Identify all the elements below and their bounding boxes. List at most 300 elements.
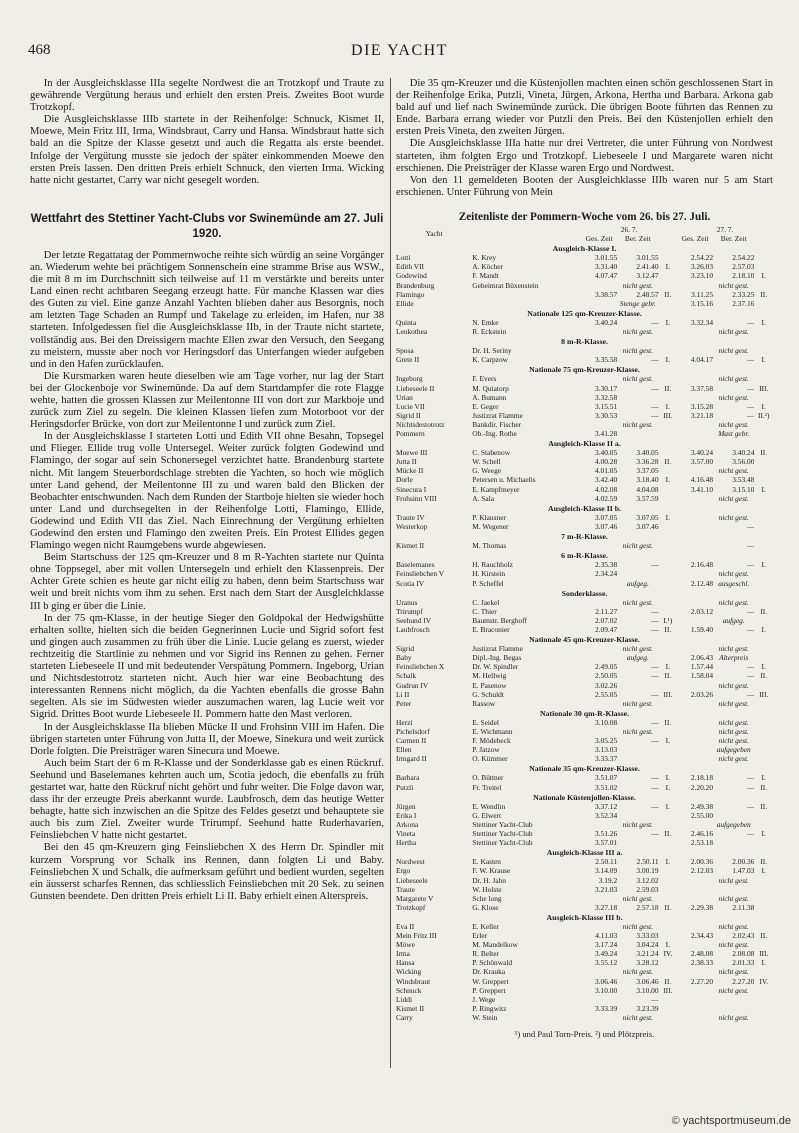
- day1-place: [659, 448, 678, 457]
- owner-name: A. Köcher: [472, 262, 504, 272]
- day2-place: [754, 346, 773, 355]
- table-row: [396, 271, 773, 280]
- owner-name: E. Geger: [472, 401, 499, 411]
- class-header-row: [396, 588, 773, 598]
- yacht-column-header: Yacht: [425, 229, 443, 239]
- table-row: [396, 402, 773, 411]
- table-row: [396, 885, 773, 894]
- owner-name: C. Jaekel: [472, 597, 500, 607]
- day1-ber-zeit: 3.37.05: [636, 466, 659, 476]
- owner-name: R. Belter: [472, 949, 499, 959]
- day1-place: [659, 466, 678, 475]
- day2-ber-zeit: 3.56.00: [732, 457, 755, 467]
- table-row: [396, 894, 773, 903]
- owner-name: Dr. H. Seriny: [472, 346, 512, 356]
- class-title: Nationale 35 qm-Kreuzer-Klasse.: [529, 764, 640, 774]
- table-row: [396, 922, 773, 931]
- day2-ber-zeit: 3.40.24: [732, 448, 755, 458]
- day1-place: II.: [664, 976, 672, 986]
- day1-ber-zeit: Stenge gebr.: [619, 298, 656, 308]
- day1-place: [659, 967, 678, 976]
- day2-ber-zeit: nicht gest.: [718, 698, 749, 708]
- day1-ges-zeit: [581, 967, 617, 976]
- owner-name: E. Keller: [472, 921, 499, 931]
- results-table: [396, 225, 773, 1022]
- table-row: [396, 967, 773, 976]
- day2-place: [754, 420, 773, 429]
- day2-ges-zeit: 3.32.34: [690, 317, 714, 327]
- table-row: [396, 671, 773, 680]
- day2-place: [754, 513, 773, 522]
- day1-place: I.: [665, 355, 670, 365]
- paragraph: Von den 11 gemeldeten Booten der Ausgleichklasse IIIb waren nur 5 am Start erschienen. Unter Führung von Mein: [396, 174, 773, 198]
- day2-place: [754, 616, 773, 625]
- owner-name: R. Eckstein: [472, 326, 507, 336]
- class-title: Ausgleich-Klasse II b.: [548, 503, 621, 513]
- day1-ges-zeit: 3.38.57: [595, 289, 618, 299]
- day2-place: [754, 727, 773, 736]
- ges-zeit-header: Ges. Zeit: [681, 234, 709, 244]
- day2-place: [754, 820, 773, 829]
- day2-ber-zeit: —: [747, 829, 755, 839]
- yacht-name: Hertha: [396, 838, 417, 848]
- table-footnote: ¹) und Paul Torn-Preis. ²) und Plötzpreis.: [514, 1029, 655, 1039]
- day2-place: [754, 522, 773, 531]
- day2-place: [754, 1004, 773, 1013]
- owner-name: G. Klose: [472, 902, 499, 912]
- day2-ges-zeit: [677, 522, 713, 531]
- day1-ges-zeit: 3.51.02: [595, 782, 618, 792]
- yacht-name: Pichelsdorf: [396, 727, 430, 736]
- class-title: Ausgleich-Klasse II a.: [548, 439, 621, 449]
- day2-ges-zeit: [677, 513, 713, 522]
- owner-name: W. Greppert: [472, 976, 509, 986]
- day2-ges-zeit: [677, 940, 713, 949]
- day2-place: [754, 885, 773, 894]
- class-header-row: [396, 308, 773, 318]
- day1-ges-zeit: 4.11.03: [595, 931, 618, 941]
- table-row: [396, 718, 773, 727]
- day2-ber-zeit: 3.15.10: [732, 484, 755, 494]
- day2-ges-zeit: [677, 644, 713, 653]
- owner-name: Dr. H. Jahn: [472, 875, 506, 885]
- day2-ges-zeit: 3.15.16: [690, 298, 714, 308]
- table-row: [396, 466, 773, 475]
- class-title: Ausgleich-Klasse III b.: [546, 912, 623, 922]
- day2-place: [754, 429, 773, 438]
- day1-ber-zeit: 3.07.46: [636, 521, 659, 531]
- day1-ges-zeit: 3.51.26: [595, 829, 618, 839]
- day2-place: I.: [761, 773, 766, 783]
- table-row: [396, 995, 773, 1004]
- owner-name: N. Emke: [472, 317, 499, 327]
- day1-ber-zeit: nicht gest.: [622, 967, 654, 977]
- table-row: [396, 653, 773, 662]
- day1-place: I.: [665, 475, 670, 485]
- day2-ges-zeit: [677, 429, 713, 438]
- day2-place: II.: [760, 448, 768, 458]
- day1-place: [659, 885, 678, 894]
- paragraph: Die 35 qm-Kreuzer und die Küstenjollen machten einen schön geschlossenen Start in der Reihenfolge Erika, Putzli, Vineta, Jürgen, Arkona, Hertha und Barbara. Arkona gab bald auf und lief nach Swinemünde zurück. Die übrigen Boote führten das Rennen zu Ende. Barbara errang wieder vor Putzli den Preis. Bei den Küstenjollen erhielt den ersten Preis Vineta, den zweiten Jürgen.: [396, 78, 773, 138]
- day2-ber-zeit: 2.08.08: [732, 949, 755, 959]
- day2-ges-zeit: 2.18.18: [690, 773, 714, 783]
- table-row: [396, 475, 773, 484]
- day2-ber-zeit: 2.01.33: [732, 958, 755, 968]
- day2-place: I.: [761, 829, 766, 839]
- day2-place: II.: [760, 606, 768, 616]
- table-row: [396, 569, 773, 578]
- day2-ges-zeit: [677, 393, 713, 402]
- day1-ges-zeit: 2.55.05: [595, 689, 618, 699]
- yacht-name: Kismet II: [396, 1003, 425, 1013]
- ber-zeit-header: Ber. Zeit: [624, 234, 651, 244]
- day1-ber-zeit: 3.12.47: [636, 271, 659, 281]
- day1-place: II.: [664, 717, 672, 727]
- table-row: [396, 494, 773, 503]
- class-header-row: [396, 847, 773, 857]
- day1-place: [659, 995, 678, 1004]
- day1-ges-zeit: 2.49.05: [595, 662, 618, 672]
- day2-place: [754, 579, 773, 588]
- day1-ges-zeit: 3.01.55: [595, 253, 618, 263]
- day1-place: I.: [665, 512, 670, 522]
- table-row: [396, 327, 773, 336]
- owner-name: F. Mandt: [472, 271, 499, 281]
- table-row: [396, 290, 773, 299]
- right-paragraphs: [396, 78, 773, 199]
- owner-name: Fr. Treitel: [472, 782, 502, 792]
- day2-ber-zeit: —: [747, 689, 755, 699]
- day1-ber-zeit: 3.18.40: [636, 475, 659, 485]
- day2-place: [754, 299, 773, 308]
- day2-place: II.: [760, 782, 768, 792]
- day1-ber-zeit: 3.21.24: [636, 949, 659, 959]
- table-row: [396, 986, 773, 995]
- day1-ges-zeit: 3.21.03: [595, 884, 618, 894]
- day2-ber-zeit: 2.54.22: [732, 253, 755, 263]
- day1-ges-zeit: 3.07.05: [595, 512, 618, 522]
- day2-ges-zeit: 2.46.16: [690, 829, 714, 839]
- day2-ber-zeit: —: [747, 662, 755, 672]
- table-row: [396, 429, 773, 438]
- day1-ber-zeit: —: [651, 689, 659, 699]
- day2-ber-zeit: [713, 1004, 754, 1013]
- table-row: [396, 384, 773, 393]
- day1-ber-zeit: aufgeg.: [626, 578, 649, 588]
- day2-place: II.: [760, 857, 768, 867]
- day2-ber-zeit: 2.57.03: [732, 262, 755, 272]
- class-header-row: [396, 336, 773, 346]
- yacht-name: Leukothea: [396, 326, 428, 336]
- day1-ber-zeit: 3.36.28: [636, 457, 659, 467]
- day2-place: I.: [761, 317, 766, 327]
- day1-ber-zeit: nicht gest.: [622, 346, 654, 356]
- day1-place: [659, 485, 678, 494]
- table-row: [396, 773, 773, 782]
- ber-zeit-header: Ber. Zeit: [720, 234, 747, 244]
- table-row: [396, 262, 773, 271]
- day2-ges-zeit: 2.29.38: [690, 902, 714, 912]
- ges-zeit-header: Ges. Zeit: [585, 234, 613, 244]
- table-row: [396, 681, 773, 690]
- day1-ges-zeit: 3.19.2: [598, 875, 618, 885]
- day2-place: [754, 681, 773, 690]
- day1-ber-zeit: 2.50.11: [636, 857, 659, 867]
- day1-place: I.: [665, 857, 670, 867]
- owner-name: Dipl.-Ing. Begas: [472, 653, 522, 663]
- day2-ges-zeit: 2.16.48: [690, 560, 714, 570]
- day2-ges-zeit: [677, 727, 713, 736]
- day1-ber-zeit: 4.04.08: [636, 484, 659, 494]
- day2-ber-zeit: —: [747, 560, 755, 570]
- yacht-name: Grete II: [396, 355, 420, 365]
- day1-ber-zeit: 3.40.05: [636, 448, 659, 458]
- day1-ber-zeit: —: [651, 560, 659, 570]
- day1-ges-zeit: 3.06.46: [595, 976, 618, 986]
- day1-place: [659, 271, 678, 280]
- day2-place: [754, 653, 773, 662]
- day2-ges-zeit: 3.15.28: [690, 401, 714, 411]
- running-title: DIE YACHT: [351, 42, 448, 59]
- day1-ges-zeit: 2.09.47: [595, 624, 618, 634]
- yacht-name: Laubfrosch: [396, 624, 430, 634]
- day1-ges-zeit: 2.35.38: [595, 560, 618, 570]
- yacht-name: Möwe: [396, 940, 415, 950]
- day1-ber-zeit: nicht gest.: [622, 597, 654, 607]
- day2-place: [754, 699, 773, 708]
- day2-ber-zeit: nicht gest.: [718, 1012, 749, 1022]
- day1-ber-zeit: —: [651, 317, 659, 327]
- yacht-name: Eva II: [396, 921, 415, 931]
- day2-ges-zeit: [677, 494, 713, 503]
- owner-name: M. Wegener: [472, 521, 509, 531]
- paragraph: In der Ausgleichsklasse IIa blieben Mücke II und Frohsinn VIII im Hafen. Die übrigen starteten unter Führung von Jutta II, der Moewe, Sinekura und weit zurück Dorle folgten. Die Preisträger waren Sinecura und Moewe.: [30, 721, 384, 757]
- day1-place: [659, 253, 678, 262]
- owner-name: Baumstr. Berghoff: [472, 615, 528, 625]
- day2-ges-zeit: 3.23.10: [690, 271, 714, 281]
- day2-ber-zeit: —: [747, 606, 755, 616]
- owner-name: F. W. Krause: [472, 866, 511, 876]
- paragraph: Die Ausgleichsklasse IIIa hatte nur drei Vertreter, die unter Führung von Nordwest starteten, ihm folgten Ergo und Trotzkopf. Liebeseele I und Margarete waren nicht erschienen. Die Preisträger der Klasse waren Ergo und Nordwest.: [396, 138, 773, 174]
- day2-ges-zeit: 2.12.48: [690, 578, 714, 588]
- day2-ber-zeit: [713, 811, 754, 820]
- day1-place: [659, 894, 678, 903]
- owner-name: E. Kampfmeyer: [472, 484, 520, 494]
- day2-ber-zeit: 3.53.48: [732, 475, 755, 485]
- table-row: [396, 857, 773, 866]
- yacht-name: Sigrid II: [396, 410, 421, 420]
- day1-ges-zeit: 2.34.24: [595, 569, 618, 579]
- day2-place: [754, 644, 773, 653]
- day2-ber-zeit: [713, 838, 754, 847]
- day1-ges-zeit: 3.40.24: [595, 317, 618, 327]
- day2-place: [754, 754, 773, 763]
- day2-ges-zeit: [677, 967, 713, 976]
- day1-place: [659, 681, 678, 690]
- owner-name: M. Hellwig: [472, 671, 507, 681]
- day2-ber-zeit: nicht gest.: [718, 967, 749, 977]
- day1-place: [659, 560, 678, 569]
- day2-ges-zeit: [677, 569, 713, 578]
- owner-name: Erler: [472, 931, 488, 941]
- day1-ges-zeit: [581, 598, 617, 607]
- day2-ber-zeit: —: [747, 410, 755, 420]
- day2-ber-zeit: nicht gest.: [718, 466, 749, 476]
- yacht-name: Ergo: [396, 866, 411, 876]
- day1-ges-zeit: [581, 995, 617, 1004]
- day1-ber-zeit: —: [651, 773, 659, 783]
- day2-place: [754, 262, 773, 271]
- day2-ber-zeit: nicht gest.: [718, 644, 749, 654]
- day1-ber-zeit: [617, 745, 658, 754]
- yacht-name: Kismet II: [396, 541, 425, 551]
- yacht-name: Windsbraut: [396, 976, 431, 986]
- day2-ges-zeit: 2.00.36: [690, 857, 714, 867]
- owner-name: Rassow: [472, 698, 496, 708]
- day2-place: III.: [759, 949, 769, 959]
- table-row: [396, 754, 773, 763]
- day2-ges-zeit: 2.48.08: [690, 949, 714, 959]
- yacht-name: Sposa: [396, 346, 414, 356]
- table-row: [396, 485, 773, 494]
- day1-place: II.: [664, 383, 672, 393]
- day2-place: [754, 838, 773, 847]
- day1-ber-zeit: nicht gest.: [622, 644, 654, 654]
- day1-ges-zeit: 3.13.03: [595, 745, 618, 755]
- owner-name: E. Kasten: [472, 857, 501, 867]
- day2-place: [754, 457, 773, 466]
- day1-ber-zeit: —: [651, 383, 659, 393]
- day1-ber-zeit: 3.10.00: [636, 985, 659, 995]
- day1-ges-zeit: 3.57.01: [595, 838, 618, 848]
- owner-name: K. Carpzow: [472, 355, 508, 365]
- day2-place: [754, 894, 773, 903]
- day2-ber-zeit: nicht gest.: [718, 392, 749, 402]
- owner-name: G. Weege: [472, 466, 502, 476]
- table-row: [396, 420, 773, 429]
- day2-ber-zeit: 2.33.25: [732, 289, 755, 299]
- yacht-name: Seehund IV: [396, 615, 432, 625]
- day1-ber-zeit: nicht gest.: [622, 698, 654, 708]
- class-title: Ausgleich-Klasse III a.: [546, 848, 623, 858]
- paragraph: In der Ausgleichsklasse I starteten Lotti und Edith VII ohne Besahn, Topsegel und Flieger. Ellide trug volle Untersegel. Weiter zurück folgten Godewind und Flamingo, der sogar auf sein Schonersegel verzichtet hatte. Brandenburg startete nicht. Mit langem Steuerbordschlage strebten die Yachten, so hoch wie möglich unter Land gehend, der Meilentonne III zu und waren bald den Blicken der Beobachter entschwunden. Nach dem Runden der Startboje hielten sie wieder hoch unter Land und durchsegelten in der Reihenfolge Lotti, Flamingo, Ellide, Godewind und Edith VII das Ziel. Nach Einrechnung der Vergütung erhielten Godewind den ersten und Flamingo den zweiten Preis. Ein Protest Ellides gegen Flamingo wegen nicht Raumgebens wurde abgewiesen.: [30, 431, 384, 552]
- day1-place: [659, 1004, 678, 1013]
- day1-ber-zeit: nicht gest.: [622, 326, 654, 336]
- owner-name: Sche long: [472, 893, 502, 903]
- class-title: Sonderklasse.: [561, 588, 608, 598]
- table-row: [396, 811, 773, 820]
- day2-ber-zeit: nicht gest.: [718, 921, 749, 931]
- table-row: [396, 457, 773, 466]
- day2-ges-zeit: 1.59.40: [690, 624, 714, 634]
- day1-ges-zeit: [581, 922, 617, 931]
- table-row: [396, 318, 773, 327]
- table-row: [396, 866, 773, 875]
- yacht-name: Trirumpf: [396, 606, 423, 616]
- yacht-name: Mücke II: [396, 466, 424, 476]
- day1-ges-zeit: [581, 1013, 617, 1022]
- day2-ges-zeit: 3.57.00: [690, 457, 714, 467]
- day2-place: I.: [761, 662, 766, 672]
- day1-place: [659, 598, 678, 607]
- class-header-row: [396, 531, 773, 541]
- table-row: [396, 958, 773, 967]
- table-row: [396, 736, 773, 745]
- day1-place: I.: [665, 801, 670, 811]
- day2-ber-zeit: nicht gest.: [718, 717, 749, 727]
- table-row: [396, 513, 773, 522]
- table-row: [396, 448, 773, 457]
- day2-ber-zeit: nicht gest.: [718, 512, 749, 522]
- class-header-row: [396, 503, 773, 513]
- day2-ber-zeit: nicht gest.: [718, 326, 749, 336]
- day2-place: [754, 569, 773, 578]
- day2-ber-zeit: nicht gest.: [718, 985, 749, 995]
- table-row: [396, 607, 773, 616]
- day1-ber-zeit: [617, 429, 658, 438]
- owner-name: C. Thier: [472, 606, 497, 616]
- day2-ges-zeit: 2.34.43: [690, 931, 714, 941]
- yacht-name: Baselemanes: [396, 560, 435, 570]
- day1-place: [659, 754, 678, 763]
- day2-place: [754, 903, 773, 912]
- day1-place: I.: [665, 317, 670, 327]
- day2-place: [754, 327, 773, 336]
- table-row: [396, 281, 773, 290]
- day2-ber-zeit: nicht gest.: [718, 736, 749, 746]
- day2-ges-zeit: [677, 598, 713, 607]
- day2-ber-zeit: nicht gest.: [718, 754, 749, 764]
- day1-ges-zeit: 3.42.40: [595, 475, 618, 485]
- yacht-name: Nordwest: [396, 857, 425, 867]
- day2-ges-zeit: [677, 681, 713, 690]
- owner-name: W. Holste: [472, 884, 502, 894]
- day2-place: [754, 393, 773, 402]
- day2-place: [754, 811, 773, 820]
- intro-paragraphs: [30, 78, 384, 187]
- day1-ges-zeit: 3.40.05: [595, 448, 618, 458]
- yacht-name: Ellen: [396, 745, 412, 755]
- day1-place: [659, 653, 678, 662]
- day1-place: [659, 494, 678, 503]
- day2-place: [754, 745, 773, 754]
- day1-ber-zeit: 2.57.18: [636, 902, 659, 912]
- watermark: © yachtsportmuseum.de: [671, 1115, 791, 1127]
- column-divider: [390, 78, 391, 1068]
- day1-ber-zeit: 3.07.05: [636, 512, 659, 522]
- day1-ges-zeit: [581, 420, 617, 429]
- day1-ber-zeit: nicht gest.: [622, 419, 654, 429]
- day1-ges-zeit: [581, 727, 617, 736]
- page-number: 468: [28, 42, 51, 58]
- day1-header: 26. 7.: [620, 224, 638, 234]
- day2-place: [754, 281, 773, 290]
- day1-ges-zeit: 3.33.39: [595, 1003, 618, 1013]
- day2-ber-zeit: Mast gebr.: [718, 429, 750, 438]
- day2-ges-zeit: [677, 745, 713, 754]
- day2-ges-zeit: [677, 616, 713, 625]
- day1-place: [659, 1013, 678, 1022]
- day2-place: [754, 541, 773, 550]
- day2-ges-zeit: 2.06.43: [690, 653, 714, 663]
- day2-ges-zeit: [677, 327, 713, 336]
- yacht-name: Dorle: [396, 475, 413, 485]
- day2-place: I.: [761, 271, 766, 281]
- owner-name: Dr. Krauka: [472, 967, 506, 977]
- day1-place: II.: [664, 829, 672, 839]
- day1-ges-zeit: 3.17.24: [595, 940, 618, 950]
- day1-ges-zeit: 2.50.05: [595, 671, 618, 681]
